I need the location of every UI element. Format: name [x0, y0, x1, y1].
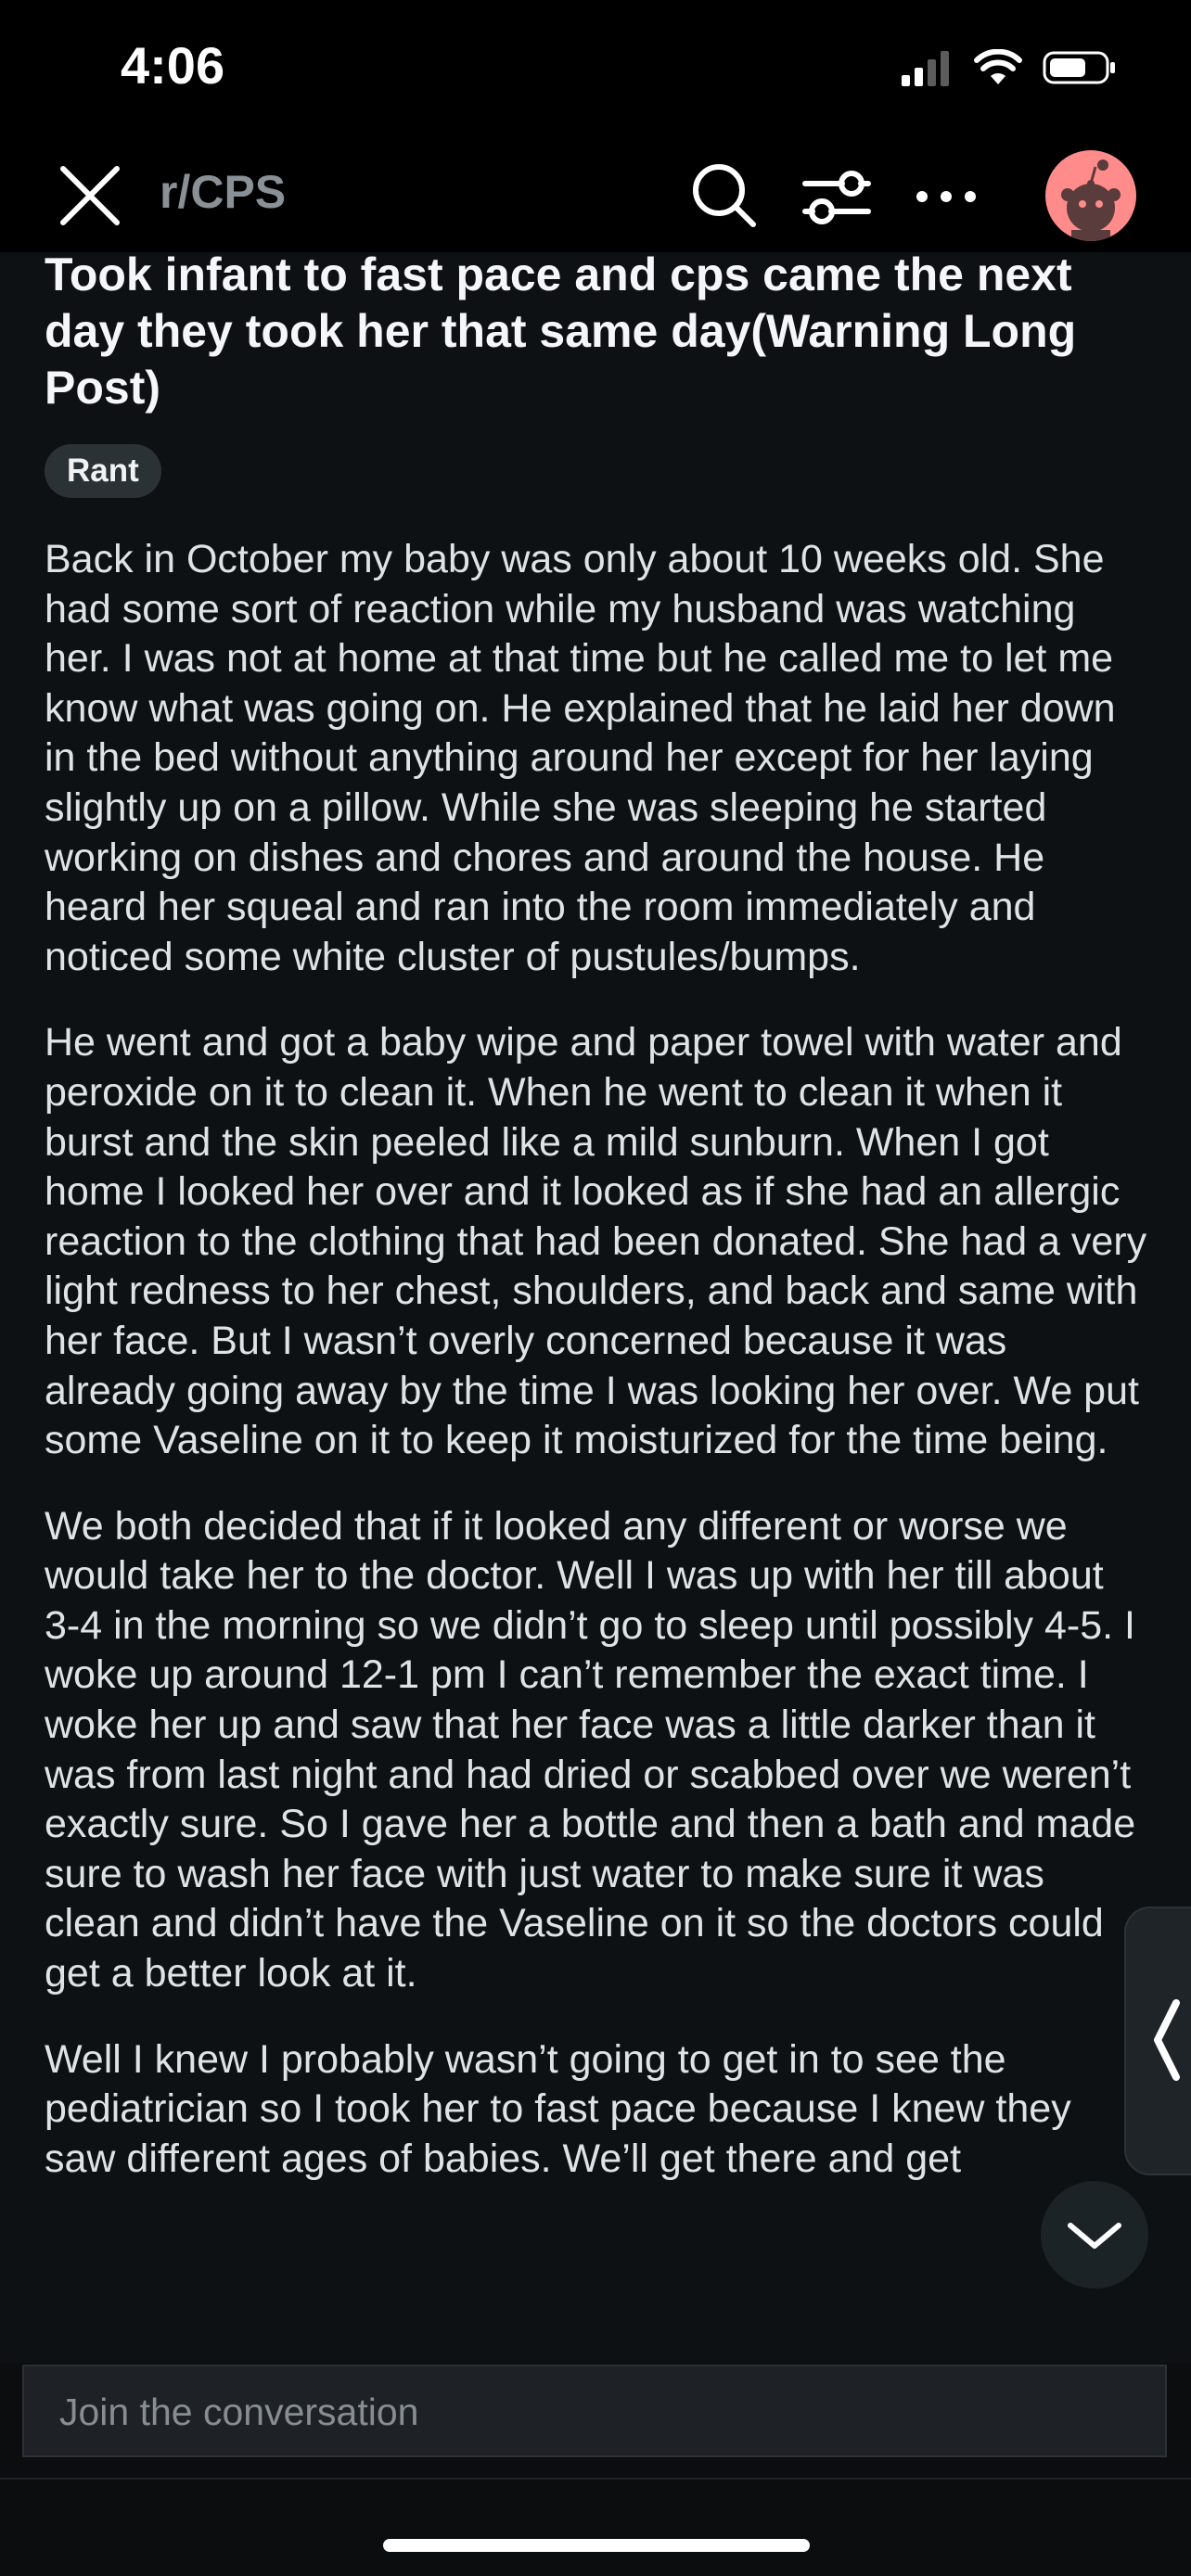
battery-icon	[1043, 49, 1117, 86]
side-panel-handle[interactable]	[1124, 1906, 1191, 2175]
post-paragraph: Back in October my baby was only about 10 weeks old. She had some sort of reaction while my husband was watching her. I was not at home at that time but he called me to let me know what was going on. He explained that he laid her down in the bed without anything around her except for her laying slightly up on a pillow. While she was sleeping he started working on dishes and chores and around the house. He heard her squeal and ran into the room immediately and noticed some white cluster of pustules/bumps.	[45, 537, 1116, 979]
chevron-down-icon	[1041, 2181, 1148, 2289]
post-paragraph: Well I knew I probably wasn’t going to get in to see the pediatrician so I took her to fast pace because I knew they saw different ages of babies. We’ll get there and get	[45, 2036, 1071, 2181]
bottom-divider	[0, 2478, 1191, 2480]
home-indicator[interactable]	[383, 2539, 810, 2552]
close-icon[interactable]	[54, 159, 126, 232]
more-options-icon[interactable]	[909, 159, 983, 234]
nav-bar	[0, 139, 1191, 252]
subreddit-name[interactable]: r/CPS	[160, 166, 287, 218]
cellular-signal-icon	[902, 49, 954, 86]
comment-placeholder: Join the conversation	[59, 2391, 419, 2433]
post-body	[45, 535, 1148, 2184]
status-time: 4:06	[121, 36, 225, 95]
user-avatar[interactable]	[1045, 150, 1136, 241]
wifi-icon	[974, 49, 1022, 86]
comment-input[interactable]	[22, 2365, 1167, 2457]
chevron-left-icon	[1139, 1984, 1191, 2096]
scroll-down-button[interactable]	[1041, 2181, 1148, 2289]
status-icons	[902, 45, 1117, 91]
post-paragraph: He went and got a baby wipe and paper towel with water and peroxide on it to clean it. When he went to clean it when it burst and the skin peeled like a mild sunburn. When I got home I looked her over and it looked as if she had an allergic reaction to the clothing that had been donated. She had a very light redness to her chest, shoulders, and back and same with her face. But I wasn’t overly concerned because it was already going away by the time I was looking her over. We put some Vaseline on it to keep it moisturized for the time being.	[45, 1020, 1147, 1463]
status-bar	[0, 0, 1191, 139]
filter-icon[interactable]	[798, 159, 876, 234]
post-paragraph: We both decided that if it looked any different or worse we would take her to the doctor. Well I was up with her till about 3-4 in the morning so we didn’t go to sleep until possibly 4-5. I woke up around 12-1 pm I can’t remember the exact time. I woke her up and saw that her face was a little darker than it was from last night and had dried or scabbed over we weren’t exactly sure. So I gave her a bottle and then a bath and made sure to wash her face with just water to make sure it was clean and didn’t have the Vaseline on it so the doctors could get a better look at it.	[45, 1503, 1136, 1996]
post-content	[45, 247, 1148, 2220]
snoo-avatar-icon	[1045, 150, 1136, 241]
post-flair[interactable]: Rant	[45, 444, 161, 498]
post-title: Took infant to fast pace and cps came the next day they took her that same day(Warning Long Post)	[45, 249, 1077, 414]
search-icon[interactable]	[686, 158, 761, 232]
